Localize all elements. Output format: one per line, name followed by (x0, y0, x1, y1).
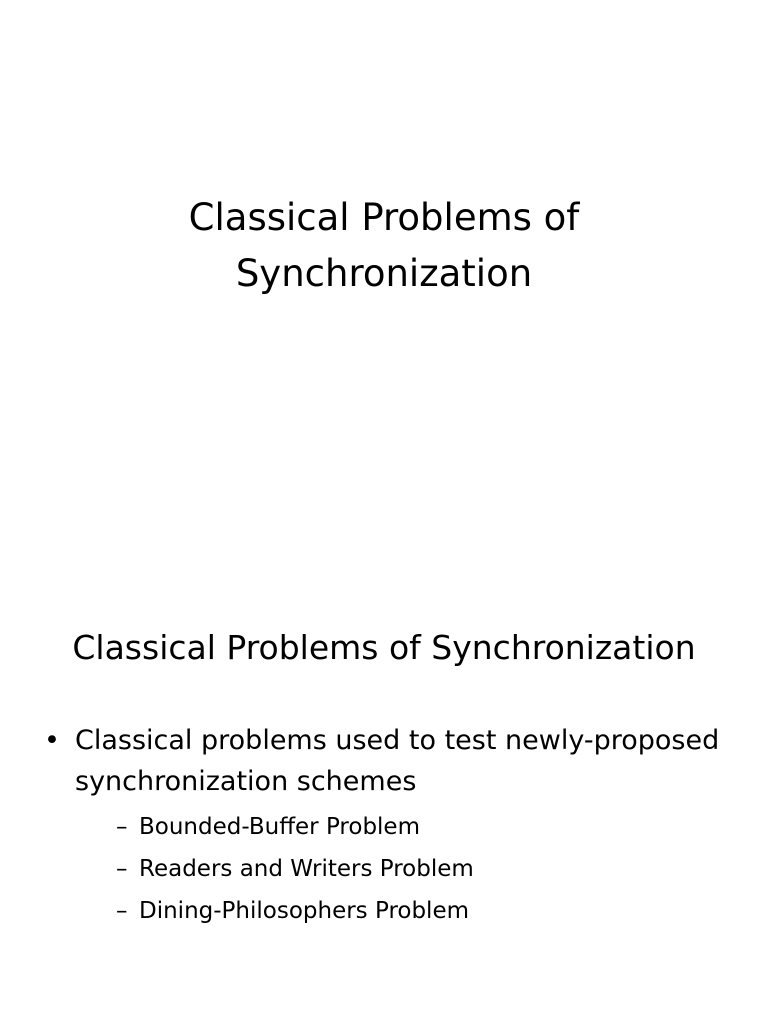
bullet-marker: • (44, 725, 60, 756)
slide-title-line-2: Synchronization (235, 252, 533, 295)
title-slide (0, 0, 768, 500)
sub-bullet-text: Dining-Philosophers Problem (139, 898, 470, 924)
sub-bullet-marker: – (116, 856, 128, 882)
sub-bullet-marker: – (116, 898, 128, 924)
content-slide (0, 560, 768, 1024)
sub-bullet-item (116, 806, 744, 848)
sub-bullet-text: Readers and Writers Problem (139, 856, 474, 882)
slide-title (0, 190, 768, 302)
sub-bullet-item (116, 890, 744, 932)
slide-title-line-1: Classical Problems of (188, 196, 580, 239)
sub-bullet-text: Bounded-Buffer Problem (139, 814, 420, 840)
sub-bullet-list (75, 806, 744, 932)
content-slide-title: Classical Problems of Synchronization (72, 628, 696, 667)
sub-bullet-marker: – (116, 814, 128, 840)
bullet-text: Classical problems used to test newly-proposed synchronization schemes (75, 725, 720, 797)
sub-bullet-item (116, 848, 744, 890)
bullet-list (44, 720, 744, 932)
bullet-item (44, 720, 744, 932)
